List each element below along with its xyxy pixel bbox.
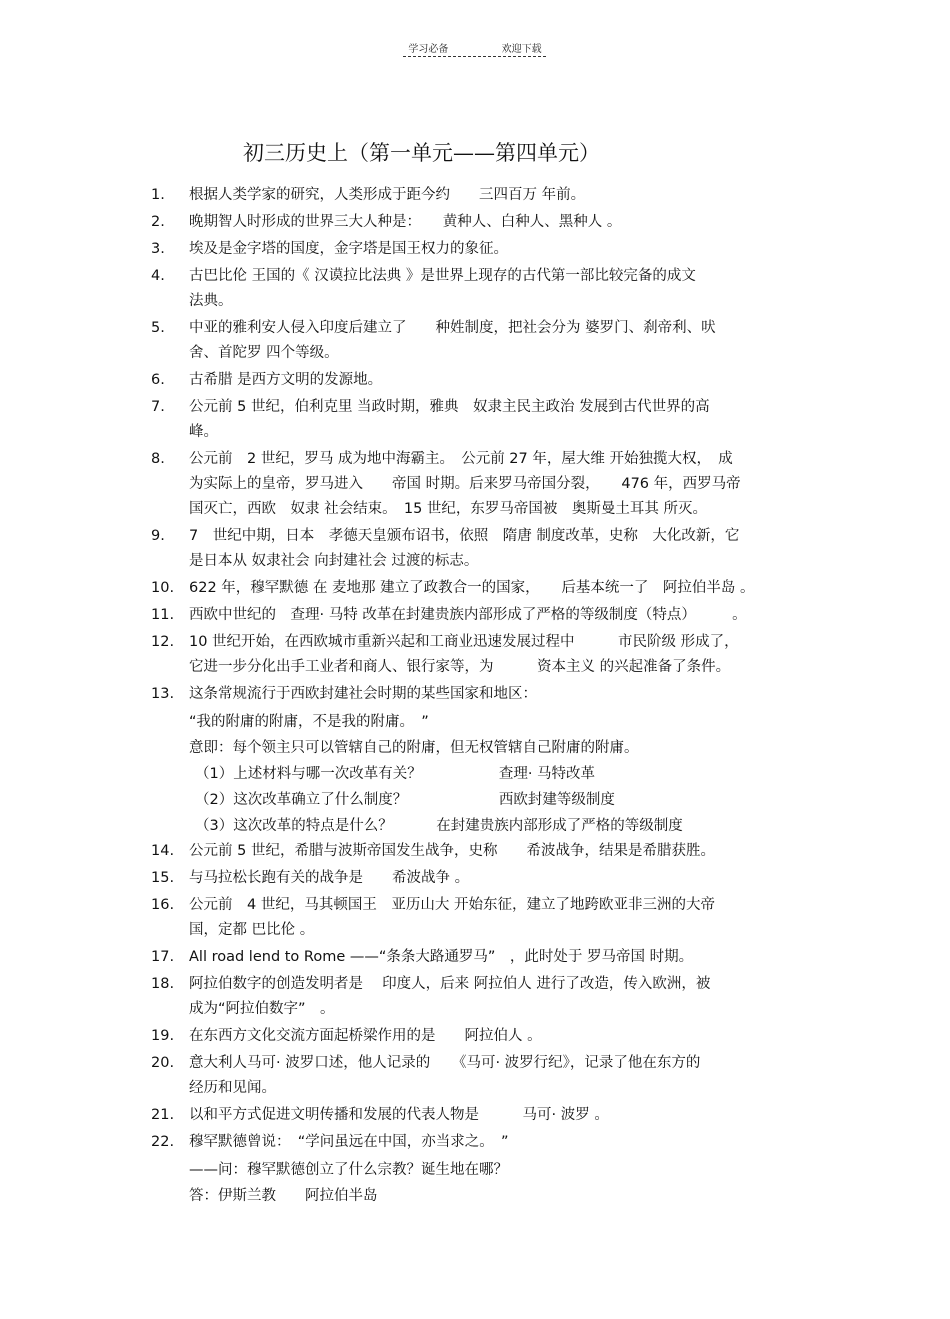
item-text <box>189 682 804 707</box>
list-item <box>0 368 950 393</box>
item-number: 15. <box>151 870 175 886</box>
item-number: 1. <box>151 187 165 203</box>
item-text <box>189 630 804 680</box>
item-text <box>189 524 804 574</box>
header-right: 欢迎下载 <box>501 44 542 55</box>
item-text-line: 以和平方式促进文明传播和发展的代表人物是 马可· 波罗 。 <box>189 1107 609 1123</box>
list-item <box>0 395 950 445</box>
item-text-line: 公元前 2 世纪，罗马 成为地中海霸主。 公元前 27 年，屋大维 开始独揽大权， 成 <box>189 451 733 467</box>
item-text-line: 公元前 5 世纪，希腊与波斯帝国发生战争，史称 希波战争，结果是希腊获胜。 <box>189 843 715 859</box>
item-text <box>189 972 804 1022</box>
item-number: 19. <box>151 1028 175 1044</box>
item13_sub-line: （2）这次改革确立了什么制度？ 西欧封建等级制度 <box>195 792 615 808</box>
item-number: 10. <box>151 580 175 596</box>
list-item <box>0 1103 950 1128</box>
item-text-line: 穆罕默德曾说： “学问虽远在中国，亦当求之。 ” <box>189 1134 509 1150</box>
header-divider <box>403 56 546 57</box>
item-number: 13. <box>151 686 175 702</box>
item-text-line: 与马拉松长跑有关的战争是 希波战争 。 <box>189 870 470 886</box>
item-text-line: 是日本从 奴隶社会 向封建社会 过渡的标志。 <box>189 553 479 569</box>
page-title: 初三历史上（第一单元——第四单元） <box>243 141 600 165</box>
list-item <box>0 1130 950 1155</box>
list-item <box>0 945 950 970</box>
item-text <box>189 316 804 366</box>
item-text-line: 经历和见闻。 <box>189 1080 276 1096</box>
list-item <box>0 576 950 601</box>
list-item <box>0 866 950 891</box>
item22_sub-line: 答：伊斯兰教 阿拉伯半岛 <box>189 1188 378 1204</box>
item-text-line: 根据人类学家的研究，人类形成于距今约 三四百万 年前。 <box>189 187 586 203</box>
item-text-line: 公元前 4 世纪，马其顿国王 亚历山大 开始东征，建立了地跨欧亚非三洲的大帝 <box>189 897 715 913</box>
item-text-line: 阿拉伯数字的创造发明者是 印度人，后来 阿拉伯人 进行了改造，传入欧洲，被 <box>189 976 711 992</box>
item-text-line: 古巴比伦 王国的《 汉谟拉比法典 》是世界上现存的古代第一部比较完备的成文 <box>189 268 696 284</box>
item-text <box>189 945 804 970</box>
item-number: 7. <box>151 399 165 415</box>
item-text-line: 它进一步分化出手工业者和商人、银行家等，为 资本主义 的兴起准备了条件。 <box>189 659 731 675</box>
item-text <box>189 237 804 262</box>
item-number: 2. <box>151 214 165 230</box>
item-text <box>189 1103 804 1128</box>
header-left: 学习必备 <box>408 44 449 55</box>
item22_sub-line: ——问：穆罕默德创立了什么宗教？诞生地在哪？ <box>189 1162 508 1178</box>
list-item <box>0 237 950 262</box>
list-item <box>0 264 950 314</box>
item-number: 6. <box>151 372 165 388</box>
item-number: 4. <box>151 268 165 284</box>
list-item <box>0 183 950 208</box>
item-number: 12. <box>151 634 175 650</box>
list-item <box>0 839 950 864</box>
item-text <box>189 395 804 445</box>
item-text <box>189 264 804 314</box>
list-item <box>0 447 950 522</box>
item-number: 14. <box>151 843 175 859</box>
list-item <box>0 682 950 707</box>
item-text-line: 埃及是金字塔的国度，金字塔是国王权力的象征。 <box>189 241 508 257</box>
item-text-line: 这条常规流行于西欧封建社会时期的某些国家和地区： <box>189 686 537 702</box>
item-text <box>189 576 804 601</box>
item-text-line: 舍、首陀罗 四个等级。 <box>189 345 339 361</box>
list-item <box>0 893 950 943</box>
item-text-line: 622 年，穆罕默德 在 麦地那 建立了政教合一的国家， 后基本统一了 阿拉伯半岛 。 <box>189 580 755 596</box>
list-item <box>0 972 950 1022</box>
item-text-line: 意大利人马可· 波罗口述，他人记录的 《马可· 波罗行纪》，记录了他在东方的 <box>189 1055 701 1071</box>
item-text-line: 在东西方文化交流方面起桥梁作用的是 阿拉伯人 。 <box>189 1028 542 1044</box>
item-text-line: 7 世纪中期，日本 孝德天皇颁布诏书，依照 隋唐 制度改革，史称 大化改新，它 <box>189 528 740 544</box>
item-text <box>189 603 804 628</box>
item-number: 17. <box>151 949 175 965</box>
item-number: 21. <box>151 1107 175 1123</box>
item-text-line: 10 世纪开始，在西欧城市重新兴起和工商业迅速发展过程中 市民阶级 形成了， <box>189 634 739 650</box>
item-text-line: 西欧中世纪的 查理· 马特 改革在封建贵族内部形成了严格的等级制度（特点） 。 <box>189 607 747 623</box>
item-text-line: 国灭亡，西欧 奴隶 社会结束。 15 世纪，东罗马帝国被 奥斯曼土耳其 所灭。 <box>189 501 708 517</box>
item-number: 20. <box>151 1055 175 1071</box>
item-number: 16. <box>151 897 175 913</box>
item-number: 9. <box>151 528 165 544</box>
item-number: 18. <box>151 976 175 992</box>
item-text <box>189 1024 804 1049</box>
item-text-line: 晚期智人时形成的世界三大人种是： 黄种人、白种人、黑种人 。 <box>189 214 622 230</box>
list-item <box>0 1051 950 1101</box>
item13_sub-line: （3）这次改革的特点是什么？ 在封建贵族内部形成了严格的等级制度 <box>195 818 683 834</box>
list-item <box>0 316 950 366</box>
item13_sub-line: “我的附庸的附庸，不是我的附庸。 ” <box>189 714 429 730</box>
item-text <box>189 866 804 891</box>
item-number: 5. <box>151 320 165 336</box>
item-text <box>189 839 804 864</box>
item-text <box>189 1051 804 1101</box>
item-text-line: 为实际上的皇帝，罗马进入 帝国 时期。后来罗马帝国分裂， 476 年，西罗马帝 <box>189 476 741 492</box>
item-text <box>189 183 804 208</box>
item-text <box>189 893 804 943</box>
item-text-line: 法典。 <box>189 293 233 309</box>
list-item <box>0 210 950 235</box>
page-header <box>0 40 950 55</box>
item13_sub-line: （1）上述材料与哪一次改革有关？ 查理· 马特改革 <box>195 766 596 782</box>
item-number: 3. <box>151 241 165 257</box>
item-text <box>189 447 804 522</box>
item-number: 22. <box>151 1134 175 1150</box>
item-text-line: All road lend to Rome ——“条条大路通罗马” ，此时处于 罗马帝国 时期。 <box>189 949 694 965</box>
item-number: 11. <box>151 607 175 623</box>
item-text-line: 峰。 <box>189 424 218 440</box>
item-text-line: 公元前 5 世纪，伯利克里 当政时期，雅典 奴隶主民主政治 发展到古代世界的高 <box>189 399 710 415</box>
item-text-line: 古希腊 是西方文明的发源地。 <box>189 372 383 388</box>
list-item <box>0 524 950 574</box>
question-list <box>0 183 950 1209</box>
item-number: 8. <box>151 451 165 467</box>
item-text <box>189 210 804 235</box>
item-text <box>189 1130 804 1155</box>
item-text-line: 成为“阿拉伯数字” 。 <box>189 1001 335 1017</box>
item-text-line: 中亚的雅利安人侵入印度后建立了 种姓制度，把社会分为 婆罗门、刹帝利、吠 <box>189 320 716 336</box>
item13_sub-line: 意即：每个领主只可以管辖自己的附庸，但无权管辖自己附庸的附庸。 <box>189 740 639 756</box>
item-text-line: 国，定都 巴比伦 。 <box>189 922 315 938</box>
list-item <box>0 1024 950 1049</box>
item-text <box>189 368 804 393</box>
list-item <box>0 603 950 628</box>
list-item <box>0 630 950 680</box>
